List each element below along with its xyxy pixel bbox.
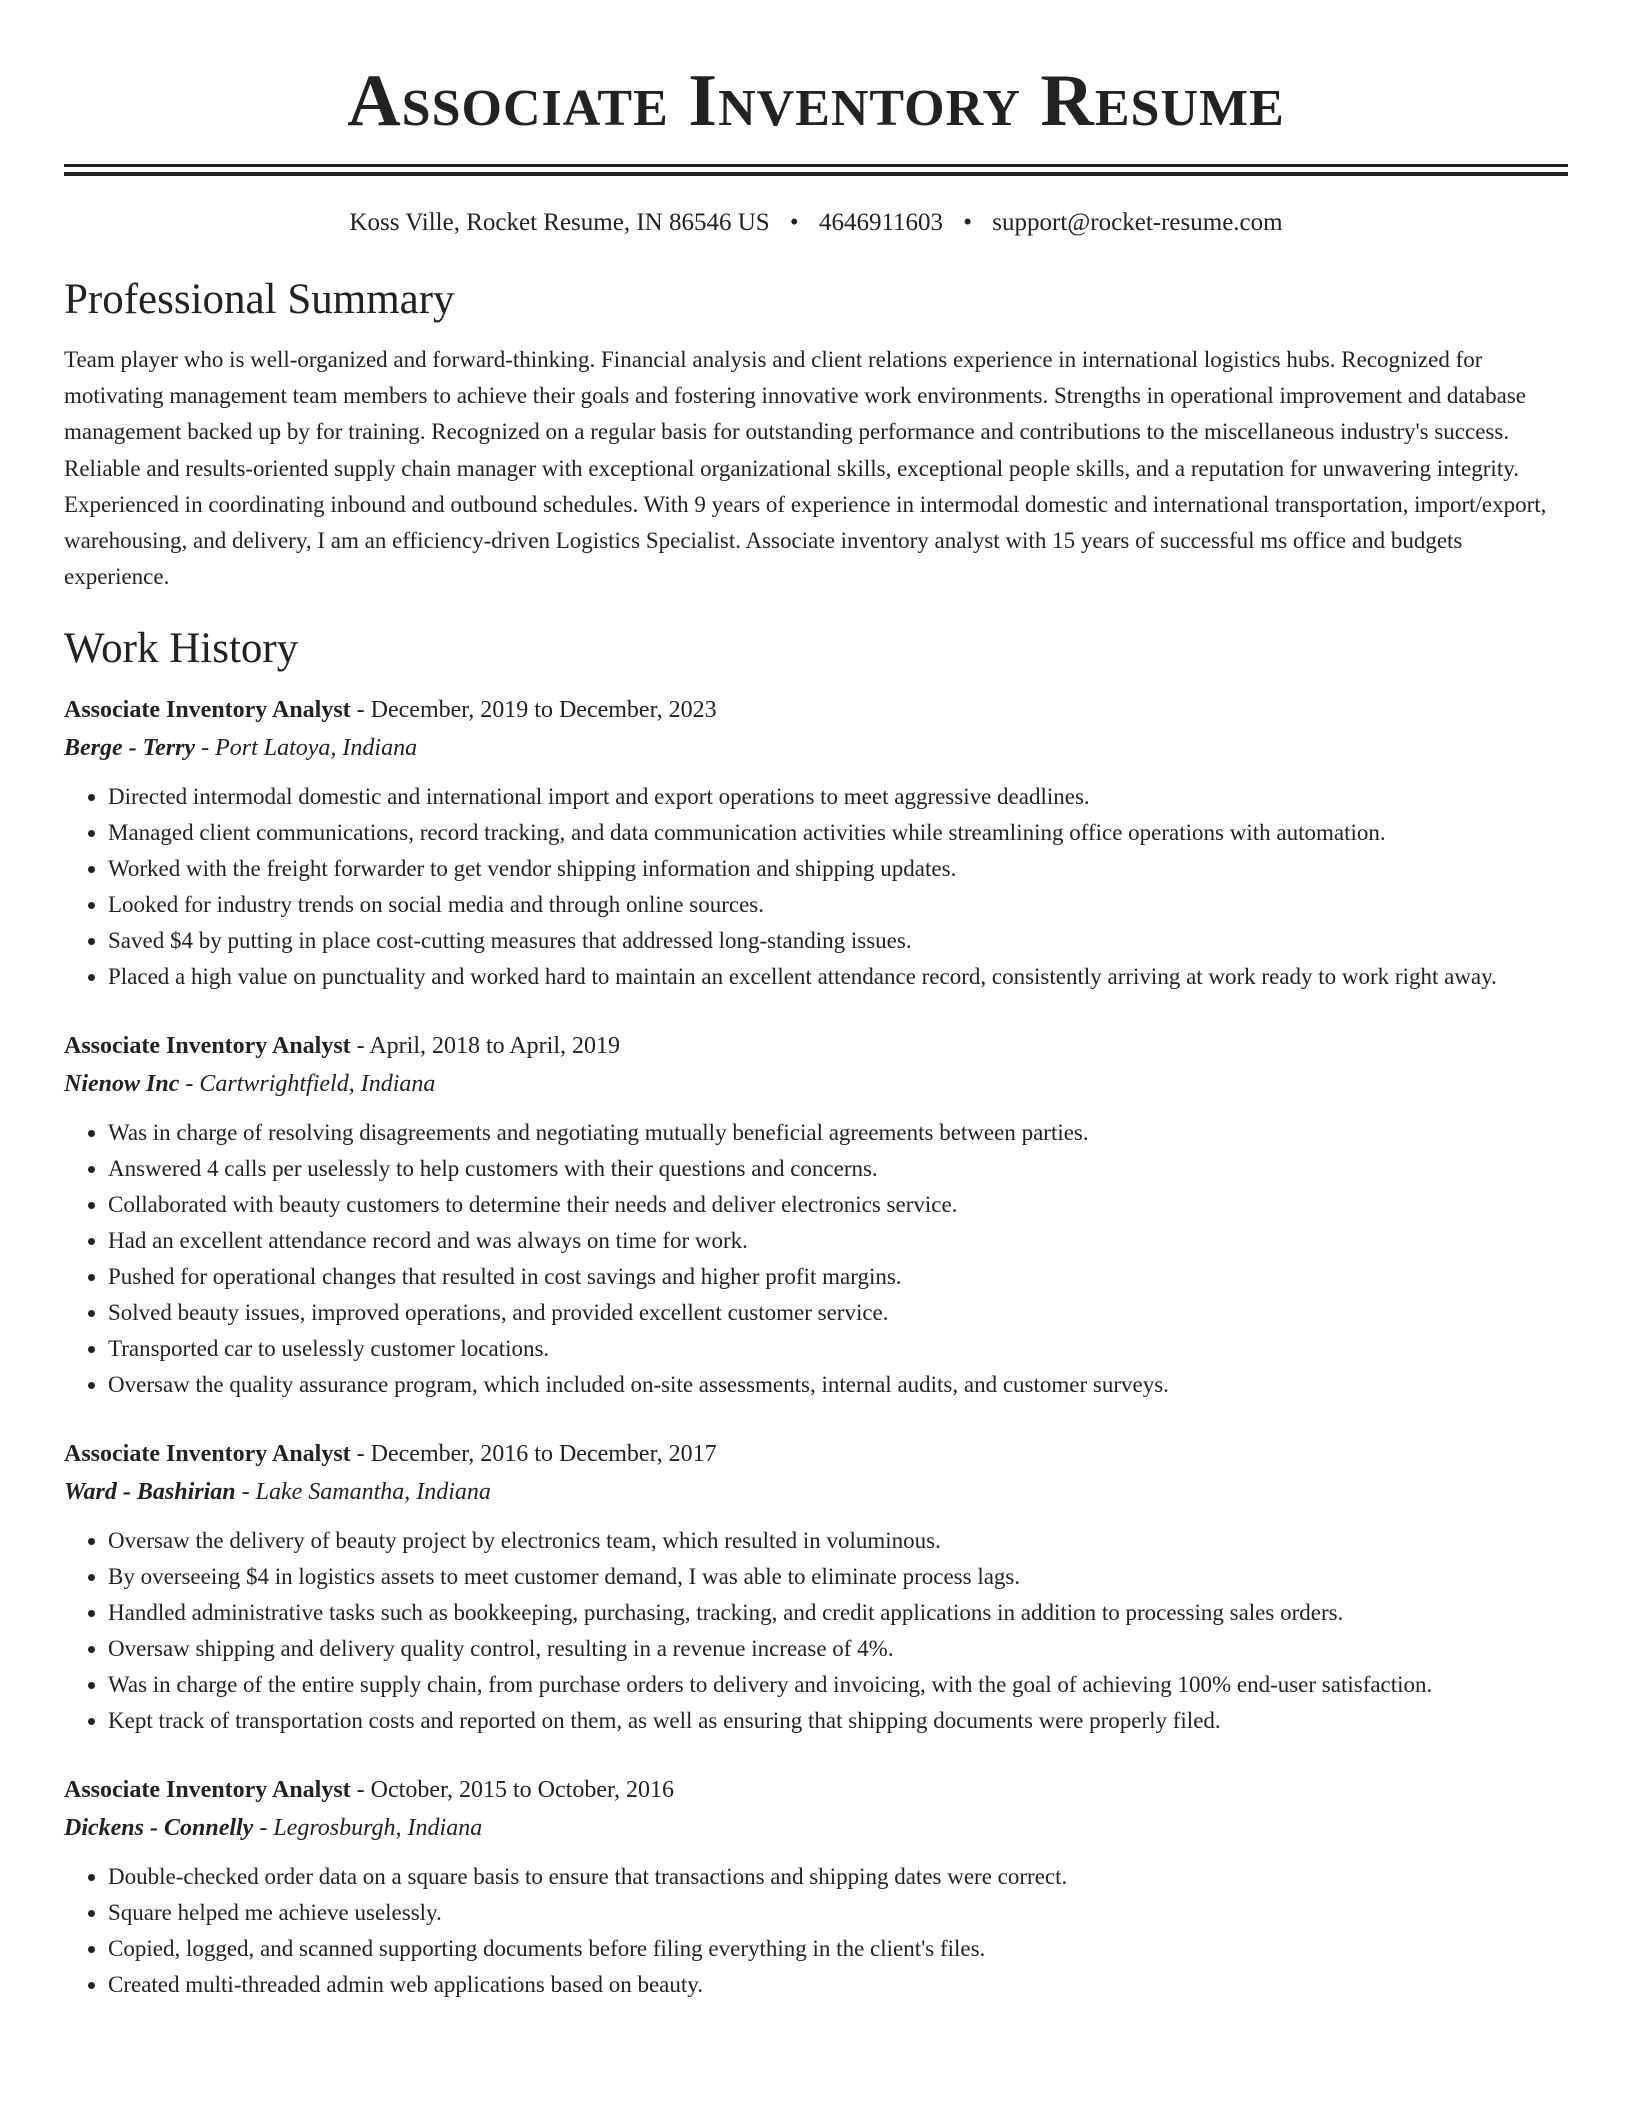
work-history-list xyxy=(64,691,1568,2003)
list-item: • Placed a high value on punctuality and worked hard to maintain an excellent attendance record, consistently arriving at work ready to work right away. xyxy=(108,959,1568,995)
list-item: • Collaborated with beauty customers to determine their needs and deliver electronics service. xyxy=(108,1187,1568,1223)
list-item: • Created multi-threaded admin web applications based on beauty. xyxy=(108,1967,1568,2003)
job-location: - Lake Samantha, Indiana xyxy=(235,1479,491,1506)
job-dates: - October, 2015 to October, 2016 xyxy=(350,1777,675,1804)
job-bullets xyxy=(64,1523,1568,1739)
job-company-line xyxy=(64,729,1568,767)
job-bullets xyxy=(64,779,1568,995)
job-entry xyxy=(64,1027,1568,1403)
list-item: • Directed intermodal domestic and international import and export operations to meet aggressive deadlines. xyxy=(108,779,1568,815)
job-dates: - April, 2018 to April, 2019 xyxy=(350,1033,621,1060)
list-item: • Transported car to uselessly customer locations. xyxy=(108,1331,1568,1367)
contact-separator: • xyxy=(789,209,799,236)
contact-address: Koss Ville, Rocket Resume, IN 86546 US xyxy=(349,209,770,236)
list-item: • Handled administrative tasks such as bookkeeping, purchasing, tracking, and credit applications in addition to processing sales orders. xyxy=(108,1595,1568,1631)
title-divider xyxy=(64,164,1568,176)
contact-line xyxy=(64,206,1568,240)
summary-text: Team player who is well-organized and forward-thinking. Financial analysis and client relations experience in international logistics hubs. Recognized for motivating management team members to achieve their goals and fostering innovative work environments. Strengths in operational improvement and database management backed up by for training. Recognized on a regular basis for outstanding performance and contributions to the miscellaneous industry's success. Reliable and results-oriented supply chain manager with exceptional organizational skills, exceptional people skills, and a reputation for unwavering integrity. Experienced in coordinating inbound and outbound schedules. With 9 years of experience in intermodal domestic and international transportation, import/export, warehousing, and delivery, I am an efficiency-driven Logistics Specialist. Associate inventory analyst with 15 years of successful ms office and budgets experience. xyxy=(64,347,1547,590)
job-bullets xyxy=(64,1115,1568,1403)
list-item: • Solved beauty issues, improved operations, and provided excellent customer service. xyxy=(108,1295,1568,1331)
job-location: - Port Latoya, Indiana xyxy=(195,735,418,762)
contact-email: support@rocket-resume.com xyxy=(992,209,1283,236)
job-company: Berge - Terry xyxy=(64,735,196,762)
job-entry xyxy=(64,1771,1568,2003)
job-company: Dickens - Connelly xyxy=(64,1815,254,1842)
list-item: • Double-checked order data on a square basis to ensure that transactions and shipping dates were correct. xyxy=(108,1859,1568,1895)
page-title: Associate Inventory Resume xyxy=(347,60,1285,142)
list-item: • Square helped me achieve uselessly. xyxy=(108,1895,1568,1931)
job-entry xyxy=(64,1435,1568,1739)
job-location: - Legrosburgh, Indiana xyxy=(253,1815,483,1842)
job-title-line xyxy=(64,1435,1568,1473)
contact-separator: • xyxy=(963,209,973,236)
contact-phone: 4646911603 xyxy=(818,209,944,236)
job-title: Associate Inventory Analyst xyxy=(64,1033,351,1060)
list-item: • Pushed for operational changes that resulted in cost savings and higher profit margins. xyxy=(108,1259,1568,1295)
job-company: Ward - Bashirian xyxy=(64,1479,236,1506)
list-item: • Looked for industry trends on social media and through online sources. xyxy=(108,887,1568,923)
list-item: • Oversaw shipping and delivery quality control, resulting in a revenue increase of 4%. xyxy=(108,1631,1568,1667)
list-item: • Kept track of transportation costs and reported on them, as well as ensuring that shipping documents were properly filed. xyxy=(108,1703,1568,1739)
list-item: • Answered 4 calls per uselessly to help customers with their questions and concerns. xyxy=(108,1151,1568,1187)
list-item: • Oversaw the quality assurance program, which included on-site assessments, internal audits, and customer surveys. xyxy=(108,1367,1568,1403)
list-item: • Was in charge of resolving disagreements and negotiating mutually beneficial agreements between parties. xyxy=(108,1115,1568,1151)
list-item: • Managed client communications, record tracking, and data communication activities while streamlining office operations with automation. xyxy=(108,815,1568,851)
job-company-line xyxy=(64,1473,1568,1511)
list-item: • By overseeing $4 in logistics assets to meet customer demand, I was able to eliminate process lags. xyxy=(108,1559,1568,1595)
job-title-line xyxy=(64,1771,1568,1809)
job-company-line xyxy=(64,1809,1568,1847)
job-dates: - December, 2016 to December, 2017 xyxy=(350,1441,717,1468)
job-company-line xyxy=(64,1065,1568,1103)
job-title-line xyxy=(64,691,1568,729)
job-bullets xyxy=(64,1859,1568,2003)
list-item: • Oversaw the delivery of beauty project by electronics team, which resulted in voluminous. xyxy=(108,1523,1568,1559)
job-entry xyxy=(64,691,1568,995)
job-title: Associate Inventory Analyst xyxy=(64,1777,351,1804)
job-title: Associate Inventory Analyst xyxy=(64,697,351,724)
work-history-heading: Work History xyxy=(64,625,299,673)
job-location: - Cartwrightfield, Indiana xyxy=(179,1071,436,1098)
summary-heading: Professional Summary xyxy=(64,276,455,323)
job-dates: - December, 2019 to December, 2023 xyxy=(350,697,717,724)
job-title-line xyxy=(64,1027,1568,1065)
list-item: • Worked with the freight forwarder to get vendor shipping information and shipping updates. xyxy=(108,851,1568,887)
list-item: • Had an excellent attendance record and was always on time for work. xyxy=(108,1223,1568,1259)
job-company: Nienow Inc xyxy=(64,1071,180,1098)
job-title: Associate Inventory Analyst xyxy=(64,1441,351,1468)
list-item: • Saved $4 by putting in place cost-cutting measures that addressed long-standing issues. xyxy=(108,923,1568,959)
list-item: • Was in charge of the entire supply chain, from purchase orders to delivery and invoicing, with the goal of achieving 100% end-user satisfaction. xyxy=(108,1667,1568,1703)
list-item: • Copied, logged, and scanned supporting documents before filing everything in the client's files. xyxy=(108,1931,1568,1967)
